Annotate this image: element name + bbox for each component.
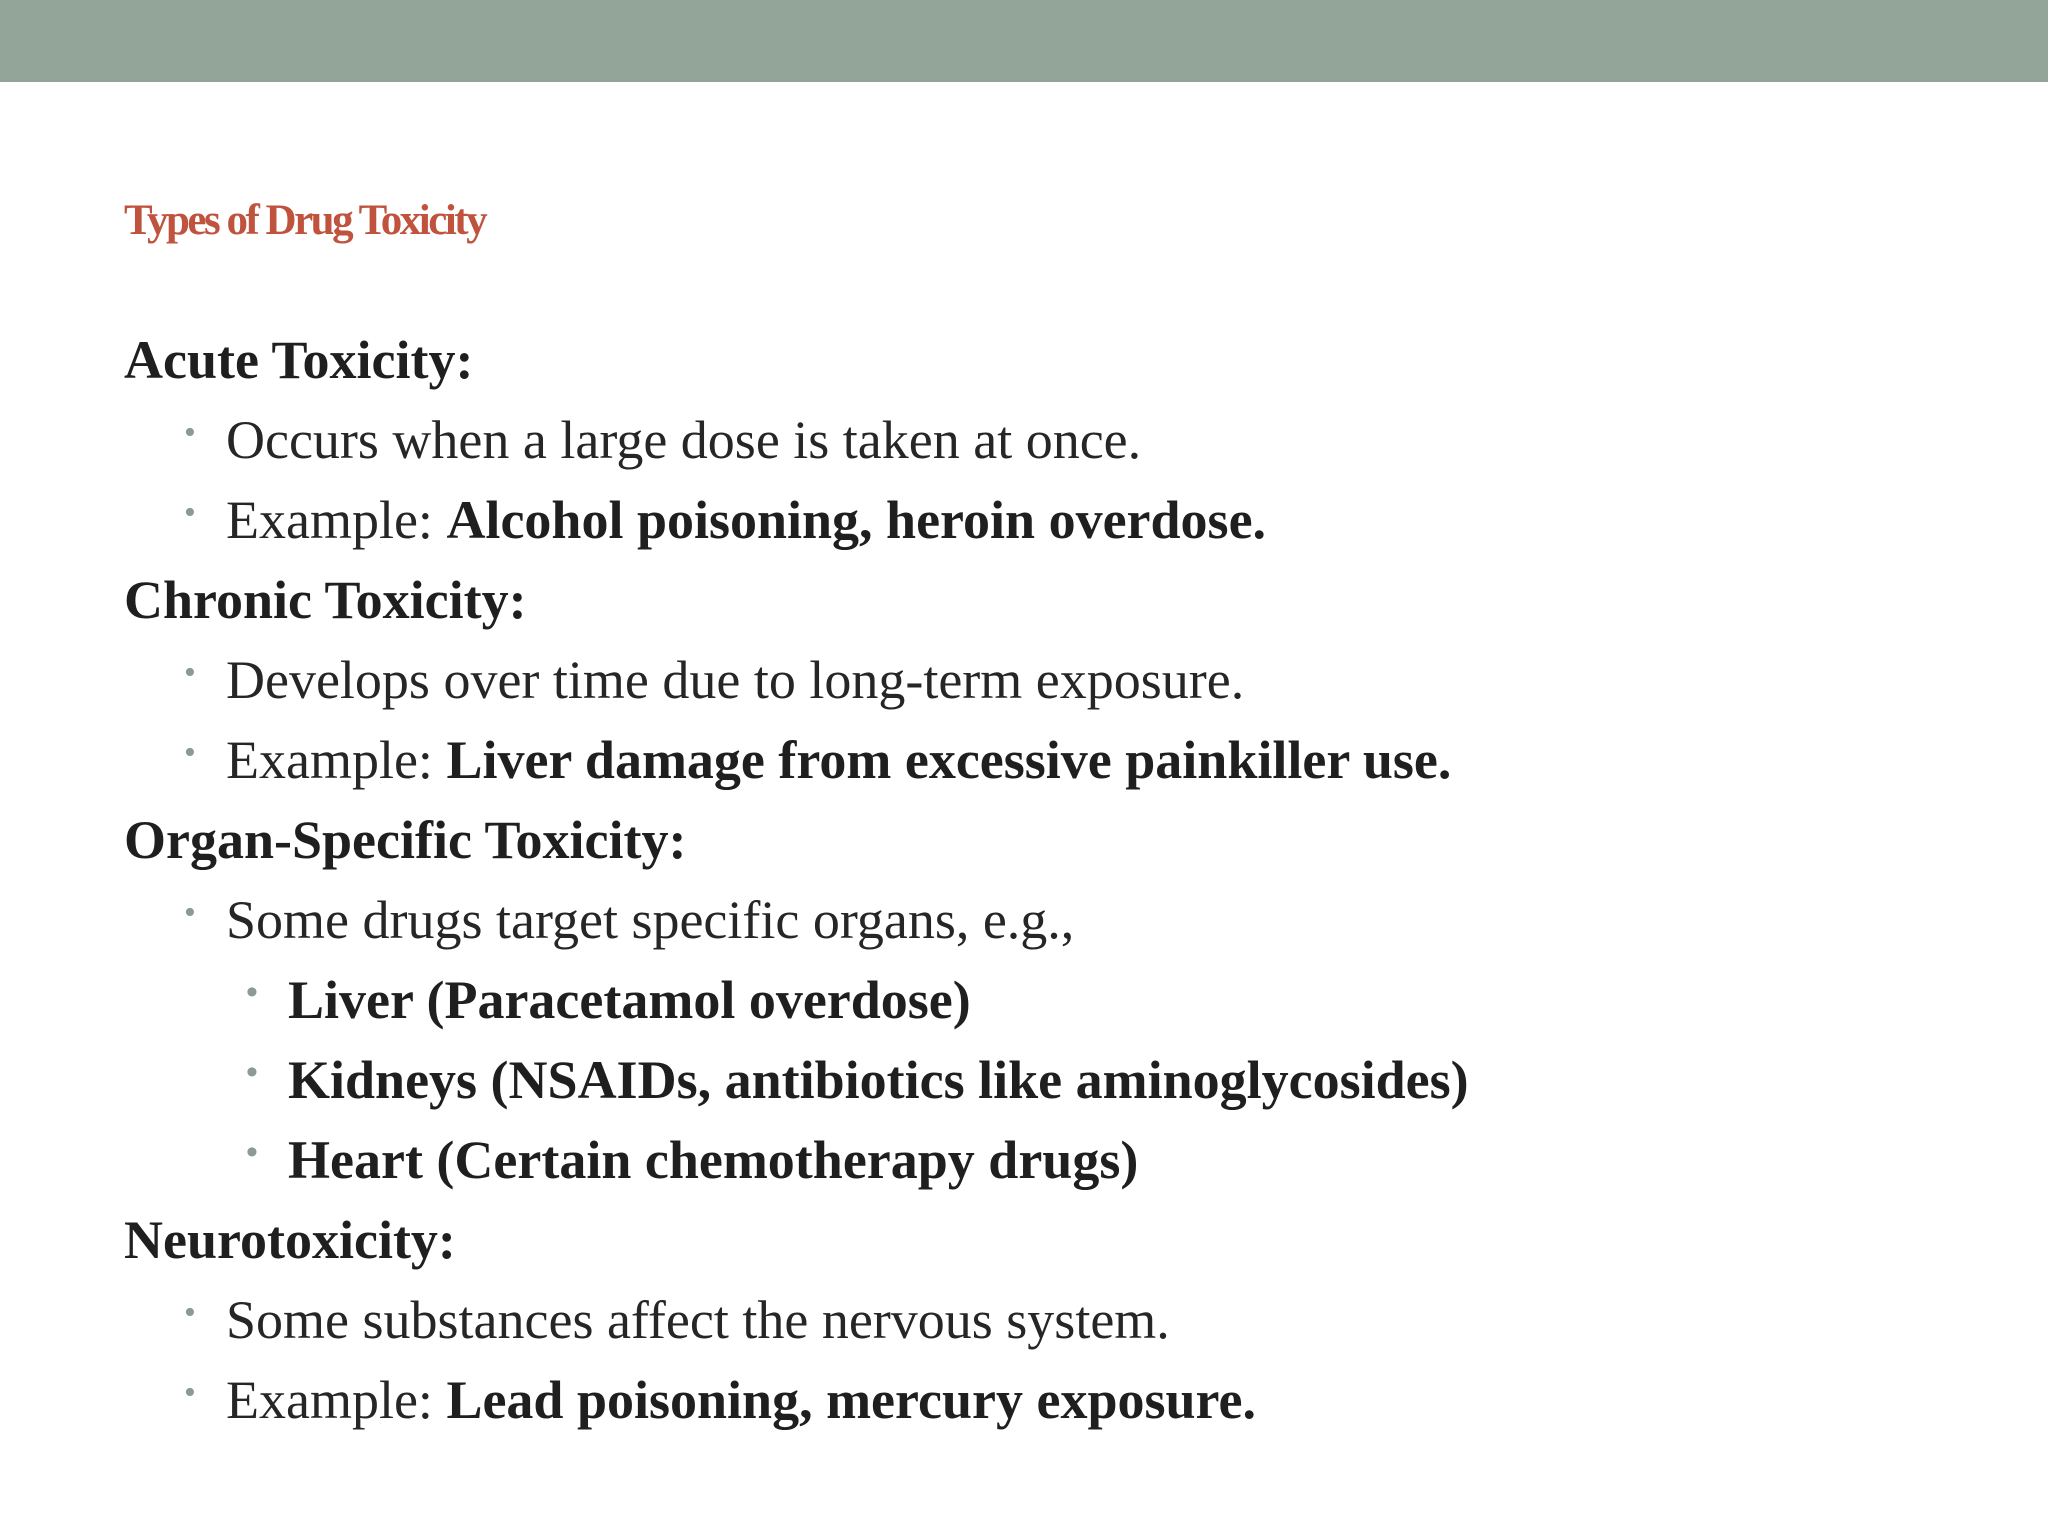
slide-title: Types of Drug Toxicity <box>124 197 486 244</box>
bullet-item <box>124 720 1984 800</box>
section-acute-toxicity <box>124 320 1984 560</box>
section-heading: Acute Toxicity: <box>124 330 474 390</box>
bullet-strong-text: Liver damage from excessive painkiller use. <box>446 730 1452 790</box>
bullet-dot-icon: • <box>184 1374 196 1411</box>
bullet-text: Some drugs target specific organs, e.g., <box>226 890 1075 950</box>
bullet-item <box>124 640 1984 720</box>
bullet-item <box>124 400 1984 480</box>
sub-bullet-item <box>124 960 1984 1040</box>
bullet-item <box>124 1360 1984 1440</box>
slide-body <box>124 320 1984 1440</box>
sub-bullet-text: Kidneys (NSAIDs, antibiotics like aminoglycosides) <box>288 1050 1469 1110</box>
bullet-text: Some substances affect the nervous system. <box>226 1290 1170 1350</box>
sub-bullet-item <box>124 1040 1984 1120</box>
section-neurotoxicity <box>124 1200 1984 1440</box>
bullet-dot-icon: • <box>184 1294 196 1331</box>
slide-header-bar <box>0 0 2048 82</box>
bullet-dot-icon: • <box>246 1054 258 1091</box>
bullet-item <box>124 480 1984 560</box>
bullet-dot-icon: • <box>184 654 196 691</box>
bullet-dot-icon: • <box>184 494 196 531</box>
bullet-dot-icon: • <box>184 414 196 451</box>
bullet-dot-icon: • <box>184 734 196 771</box>
sub-bullet-text: Heart (Certain chemotherapy drugs) <box>288 1130 1139 1190</box>
bullet-text: Example: <box>226 730 447 790</box>
sub-bullet-item <box>124 1120 1984 1200</box>
bullet-item <box>124 880 1984 960</box>
bullet-dot-icon: • <box>184 894 196 931</box>
bullet-text: Example: <box>226 490 447 550</box>
section-heading: Chronic Toxicity: <box>124 570 527 630</box>
section-heading: Organ-Specific Toxicity: <box>124 810 687 870</box>
section-chronic-toxicity <box>124 560 1984 800</box>
section-organ-specific-toxicity <box>124 800 1984 1200</box>
bullet-text: Example: <box>226 1370 447 1430</box>
bullet-strong-text: Alcohol poisoning, heroin overdose. <box>446 490 1267 550</box>
bullet-text: Develops over time due to long-term exposure. <box>226 650 1245 710</box>
bullet-strong-text: Lead poisoning, mercury exposure. <box>446 1370 1256 1430</box>
bullet-text: Occurs when a large dose is taken at once. <box>226 410 1142 470</box>
bullet-dot-icon: • <box>246 1134 258 1171</box>
sub-bullet-text: Liver (Paracetamol overdose) <box>288 970 971 1030</box>
bullet-item <box>124 1280 1984 1360</box>
bullet-dot-icon: • <box>246 974 258 1011</box>
section-heading: Neurotoxicity: <box>124 1210 456 1270</box>
